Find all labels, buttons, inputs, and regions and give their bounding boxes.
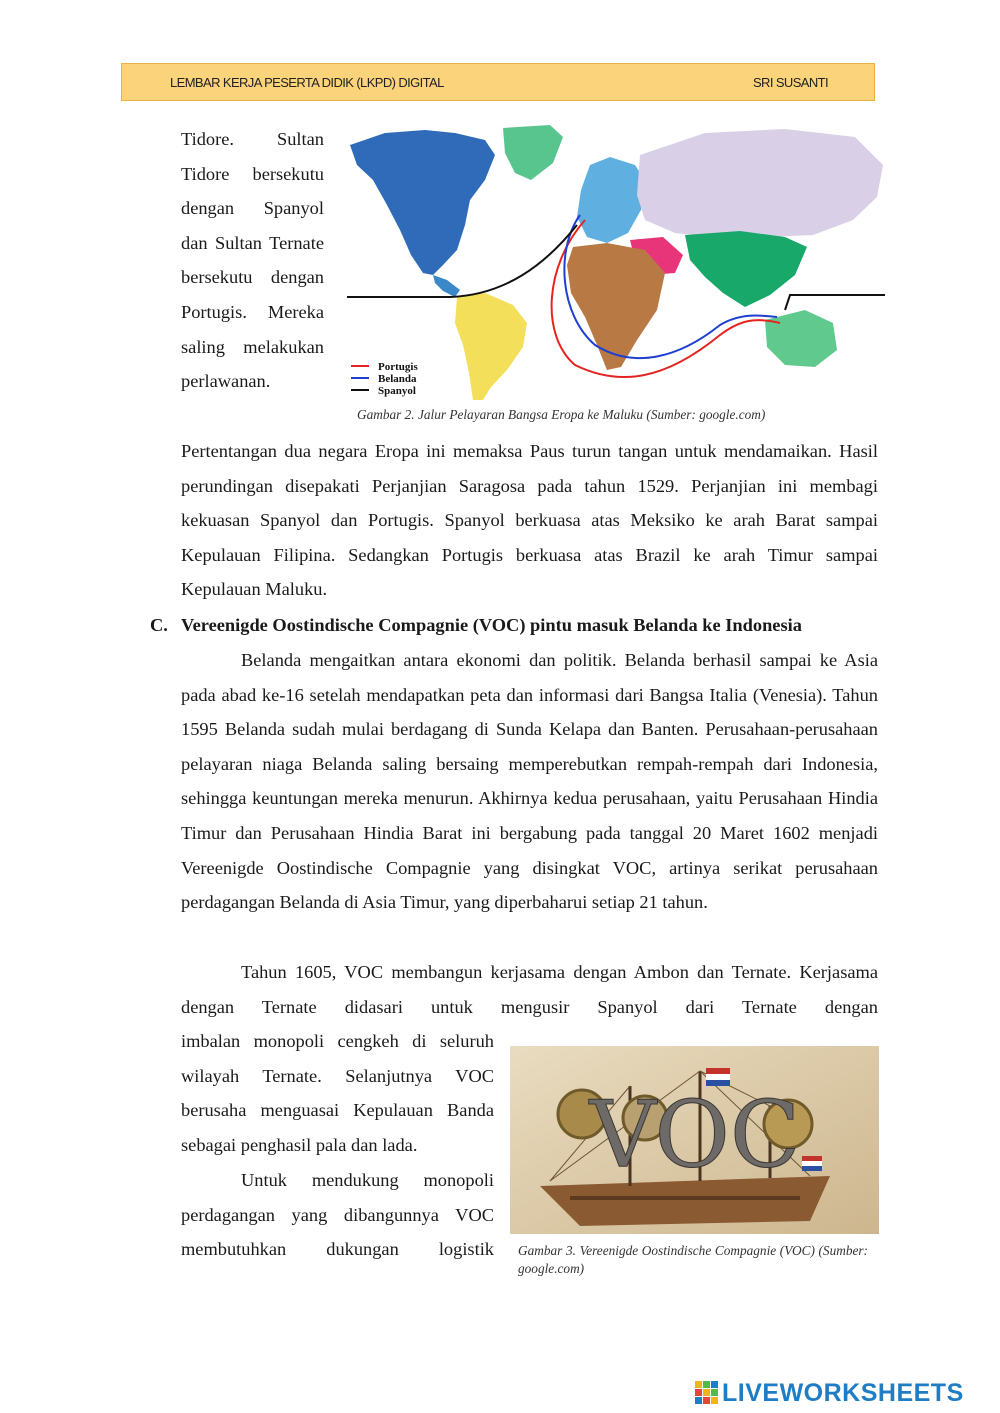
paragraph-belanda: Belanda mengaitkan antara ekonomi dan politik. Belanda berhasil sampai ke Asia pada abad ke-16 setelah mendapatkan peta dan informasi dari Bangsa Italia (Venesia). Tahun 1595 Belanda sudah mulai berdagang di Sunda Kelapa dan Banten. Perusahaan-perusahaan pelayaran niaga Belanda saling bersaing memperebutkan rempah-rempah dari Indonesia, sehingga keuntungan mereka menurun. Akhirnya kedua perusahaan, yaitu Perusahaan Hindia Timur dan Perusahaan Hindia Barat ini bergabung pada tanggal 20 Maret 1602 menjadi Vereenigde Oostindische Compagnie yang disingkat VOC, artinya serikat perusahaan perdagangan Belanda di Asia Timur, yang diperbaharui setiap 21 tahun.: [181, 650, 878, 913]
logo-grid-icon: [695, 1381, 719, 1405]
route-spanyol-east: [785, 295, 885, 310]
ship-stripe: [570, 1196, 800, 1200]
legend-spanyol: Spanyol: [378, 385, 416, 397]
route-spanyol-west: [347, 225, 577, 297]
paragraph-saragosa: Pertentangan dua negara Eropa ini memaksa Paus turun tangan untuk mendamaikan. Hasil perundingan disepakati Perjanjian Saragosa pada tahun 1529. Perjanjian ini membagi kekuasan Spanyol dan Portugis. Spanyol berkuasa atas Meksiko ke arah Barat sampai Kepulauan Filipina. Sedangkan Portugis berkuasa atas Brazil ke arah Timur sampai Kepulauan Maluku.: [181, 441, 878, 600]
flag-stern-blue: [802, 1166, 822, 1171]
logo-text: LIVEWORKSHEETS: [722, 1379, 964, 1407]
paragraph-1605-cont: imbalan monopoli cengkeh di seluruh wilayah Ternate. Selanjutnya VOC berusaha menguasai Kepulauan Banda sebagai penghasil pala dan lada.: [181, 1031, 494, 1155]
map-caption: Gambar 2. Jalur Pelayaran Bangsa Eropa ke Maluku (Sumber: google.com): [357, 407, 766, 422]
section-title: Vereenigde Oostindische Compagnie (VOC) pintu masuk Belanda ke Indonesia: [181, 615, 802, 635]
flag-stern-red: [802, 1156, 822, 1161]
paragraph-tidore: Tidore. Sultan Tidore bersekutu dengan Spanyol dan Sultan Ternate bersekutu dengan Portugis. Mereka saling melakukan perlawanan.: [181, 129, 324, 392]
map-greenland: [503, 125, 563, 180]
paragraph-logistik: Untuk mendukung monopoli perdagangan yang dibangunnya VOC membutuhkan dukungan logistik: [181, 1170, 494, 1260]
map-south-america: [455, 293, 527, 400]
legend-belanda: Belanda: [378, 373, 417, 385]
map-asia: [637, 129, 883, 237]
voc-monogram: VOC: [589, 1081, 801, 1188]
map-central-america: [433, 275, 460, 297]
map-australia: [765, 310, 837, 367]
flag-stern-white: [802, 1161, 822, 1166]
map-europe: [577, 157, 645, 243]
flag-top-white: [706, 1074, 730, 1080]
voc-ship-image: [510, 1046, 879, 1234]
world-map-figure: [345, 125, 885, 400]
header-title: LEMBAR KERJA PESERTA DIDIK (LKPD) DIGITAL: [170, 75, 444, 90]
voc-caption: Gambar 3. Vereenigde Oostindische Compagnie (VOC) (Sumber: google.com): [518, 1243, 868, 1276]
section-number: C.: [150, 615, 168, 635]
section-heading: [150, 612, 802, 638]
map-south-east-asia: [685, 231, 807, 307]
map-north-america: [350, 130, 495, 275]
legend-portugis: Portugis: [378, 361, 418, 373]
header-author: SRI SUSANTI: [752, 75, 828, 90]
page-header: [121, 63, 875, 101]
paragraph-1605-start: Tahun 1605, VOC membangun kerjasama dengan Ambon dan Ternate. Kerjasama dengan Ternate didasari untuk mengusir Spanyol dari Ternate dengan: [181, 962, 878, 1017]
map-africa: [567, 243, 665, 370]
flag-top-red: [706, 1068, 730, 1074]
